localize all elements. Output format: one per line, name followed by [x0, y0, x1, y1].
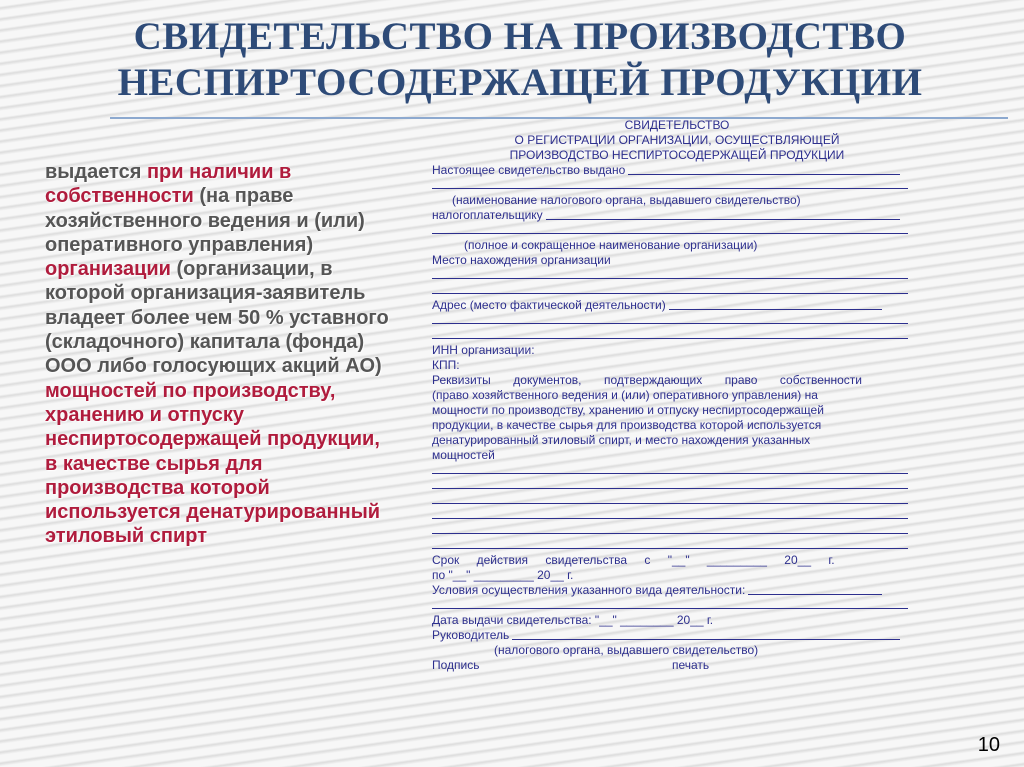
- title-line-1: СВИДЕТЕЛЬСТВО НА ПРОИЗВОДСТВО: [133, 15, 907, 58]
- issued-label: Настоящее свидетельство выдано: [432, 163, 626, 177]
- blank-field: [669, 299, 882, 310]
- tax-authority-note: (наименование налогового органа, выдавшего свидетельство): [452, 193, 801, 207]
- signature-line: [432, 658, 908, 673]
- location-label: Место нахождения организации: [432, 253, 611, 267]
- head-label: Руководитель: [432, 628, 510, 642]
- address-label: Адрес (место фактической деятельности): [432, 298, 666, 312]
- taxpayer-line: [432, 208, 900, 223]
- text-ownership: при наличии в собственности: [45, 161, 292, 208]
- form-heading-2: О РЕГИСТРАЦИИ ОРГАНИЗАЦИИ, ОСУЩЕСТВЛЯЮЩЕЙ: [514, 133, 840, 147]
- requisites-line-6: мощностей: [432, 448, 495, 462]
- certificate-form: [432, 118, 908, 673]
- blank-line: [432, 178, 908, 189]
- slide-title: [70, 14, 970, 106]
- blank-field: [546, 209, 900, 220]
- validity-line-2: по "__" _________ 20__ г.: [432, 568, 574, 582]
- form-heading-3: ПРОИЗВОДСТВО НЕСПИРТОСОДЕРЖАЩЕЙ ПРОДУКЦИИ: [509, 148, 845, 162]
- kpp-label: КПП:: [432, 358, 460, 372]
- blank-line: [432, 508, 908, 519]
- blank-field: [628, 164, 900, 175]
- head-note: (налогового органа, выдавшего свидетельство): [494, 643, 759, 657]
- blank-line: [432, 328, 908, 339]
- blank-line: [432, 223, 908, 234]
- conditions-label: Условия осуществления указанного вида деятельности:: [432, 583, 746, 597]
- stamp-label: печать: [672, 658, 710, 672]
- address-line: [432, 298, 882, 313]
- blank-line: [432, 598, 908, 609]
- taxpayer-label: налогоплательщику: [432, 208, 543, 222]
- blank-line: [432, 523, 908, 534]
- blank-field: [748, 584, 882, 595]
- signature-label: Подпись: [432, 658, 480, 672]
- issued-line: [432, 163, 900, 178]
- head-line: [432, 628, 900, 643]
- requisites-line-5: денатурированный этиловый спирт, и место нахождения указанных: [432, 433, 811, 447]
- blank-line: [432, 538, 908, 549]
- inn-label: ИНН организации:: [432, 343, 535, 357]
- validity-line-1: Срок действия свидетельства с "__" _________ 20__ г.: [432, 553, 835, 567]
- text-capacities: мощностей по производству, хранению и отпуску неспиртосодержащей продукции, в качестве сырья для производства которой используется денатурированный этиловый спирт: [45, 379, 381, 548]
- text-rights: (на праве хозяйственного ведения и (или) оперативного управления): [45, 185, 365, 256]
- blank-line: [432, 463, 908, 474]
- requisites-line-2: (право хозяйственного ведения и (или) оперативного управления) на: [432, 388, 818, 402]
- text-organization-details: (организации, в которой организация-заявитель владеет более чем 50 % уставного (складочного) капитала (фонда) ООО либо голосующих акций АО): [45, 258, 389, 378]
- blank-line: [432, 283, 908, 294]
- requisites-line-3: мощности по производству, хранению и отпуску неспиртосодержащей: [432, 403, 824, 417]
- org-name-note: (полное и сокращенное наименование организации): [464, 238, 758, 252]
- page-number: 10: [977, 734, 1000, 756]
- blank-line: [432, 478, 908, 489]
- requisites-line-4: продукции, в качестве сырья для производства которой используется: [432, 418, 822, 432]
- text-issued: выдается: [45, 161, 147, 183]
- blank-field: [512, 629, 900, 640]
- blank-line: [432, 493, 908, 504]
- issue-date-line: Дата выдачи свидетельства: "__" ________ 20__ г.: [432, 613, 714, 627]
- blank-line: [432, 313, 908, 324]
- description-text: [45, 160, 390, 549]
- form-heading-1: СВИДЕТЕЛЬСТВО: [624, 118, 730, 132]
- requisites-line-1: Реквизиты документов, подтверждающих право собственности: [432, 373, 862, 387]
- title-line-2: НЕСПИРТОСОДЕРЖАЩЕЙ ПРОДУКЦИИ: [117, 61, 923, 104]
- conditions-line: [432, 583, 882, 598]
- blank-line: [432, 268, 908, 279]
- text-organization: организации: [45, 258, 171, 281]
